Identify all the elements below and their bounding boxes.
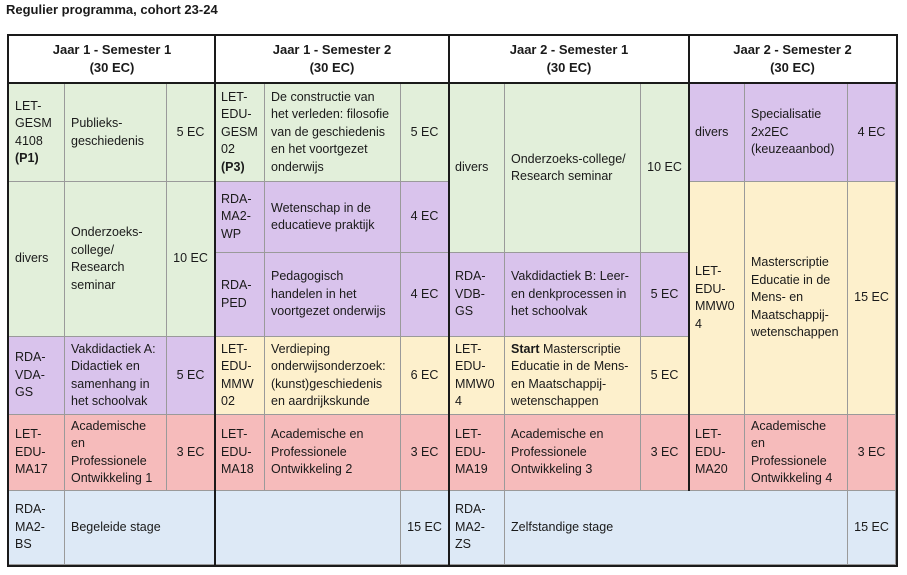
course-ec: 5 EC	[641, 253, 689, 337]
course-code: RDA-MA2-WP	[215, 182, 265, 253]
course-ec: 4 EC	[401, 182, 449, 253]
course-ec: 5 EC	[167, 337, 215, 415]
header-y2s1	[449, 36, 689, 84]
course-code: LET-EDU-MMW0 4	[689, 182, 745, 415]
course-name: Academische en Professionele Ontwikkeling 3	[505, 415, 641, 491]
course-ec: 4 EC	[401, 253, 449, 337]
course-code: LET-EDU-MA20	[689, 415, 745, 491]
header-y1s1	[9, 36, 215, 84]
course-name: Academische en Professionele Ontwikkeling 2	[265, 415, 401, 491]
course-code: LET-EDU-MMW0 4	[449, 337, 505, 415]
course-name: Start Masterscriptie Educatie in de Mens- en Maatschappij-wetenschappen	[505, 337, 641, 415]
column-divider	[688, 36, 690, 491]
course-ec: 5 EC	[167, 84, 215, 182]
course-code: RDA-VDB-GS	[449, 253, 505, 337]
course-code: LET-GESM 4108 (P1)	[9, 84, 65, 182]
program-table	[7, 34, 898, 567]
course-ec: 4 EC	[848, 84, 896, 182]
course-name: Masterscriptie Educatie in de Mens- en Maatschappij-wetenschappen	[745, 182, 848, 415]
course-name: Wetenschap in de educatieve praktijk	[265, 182, 401, 253]
course-name: De constructie van het verleden: filosofie van de geschiedenis en het voortgezet onderwijs	[265, 84, 401, 182]
course-ec: 3 EC	[401, 415, 449, 491]
course-code: divers	[449, 84, 505, 253]
course-code: divers	[9, 182, 65, 337]
course-name: Specialisatie 2x2EC (keuzeaanbod)	[745, 84, 848, 182]
course-ec: 6 EC	[401, 337, 449, 415]
header-ec: (30 EC)	[89, 60, 135, 75]
header-y1s2	[215, 36, 449, 84]
course-ec: 5 EC	[641, 337, 689, 415]
start-label: Start	[511, 341, 540, 356]
header-ec: (30 EC)	[546, 60, 592, 75]
course-name: Pedagogisch handelen in het voortgezet onderwijs	[265, 253, 401, 337]
header-y2s2	[689, 36, 896, 84]
header-ec: (30 EC)	[770, 60, 815, 75]
column-divider	[214, 36, 216, 565]
course-code: LET-EDU-MA19	[449, 415, 505, 491]
course-name: Publieks-geschiedenis	[65, 84, 167, 182]
course-code: LET-EDU-GESM 02 (P3)	[215, 84, 265, 182]
course-code: LET-EDU-MMW 02	[215, 337, 265, 415]
internship-ec: 15 EC	[401, 491, 449, 565]
course-name: Onderzoeks-college/ Research seminar	[505, 84, 641, 253]
course-name: Academische en Professionele Ontwikkeling 4	[745, 415, 848, 491]
course-code: LET-EDU-MA17	[9, 415, 65, 491]
course-name: Verdieping onderwijsonderzoek: (kunst)geschiedenis en aardrijkskunde	[265, 337, 401, 415]
internship-ec: 15 EC	[848, 491, 896, 565]
header-ec: (30 EC)	[309, 60, 355, 75]
internship-code: RDA-MA2-ZS	[449, 491, 505, 565]
course-code: divers	[689, 84, 745, 182]
course-name: Vakdidactiek A: Didactiek en samenhang in het schoolvak	[65, 337, 167, 415]
internship-name: Begeleide stage	[65, 491, 401, 565]
course-ec: 3 EC	[641, 415, 689, 491]
course-ec: 15 EC	[848, 182, 896, 415]
course-ec: 10 EC	[641, 84, 689, 253]
header-name: Jaar 1 - Semester 2	[272, 42, 392, 57]
header-name: Jaar 1 - Semester 1	[52, 42, 172, 57]
page-title: Regulier programma, cohort 23-24	[6, 2, 218, 17]
column-divider	[448, 36, 450, 565]
course-ec: 10 EC	[167, 182, 215, 337]
internship-name: Zelfstandige stage	[505, 491, 848, 565]
internship-code: RDA-MA2-BS	[9, 491, 65, 565]
course-name: Vakdidactiek B: Leer- en denkprocessen in het schoolvak	[505, 253, 641, 337]
course-code: RDA-VDA-GS	[9, 337, 65, 415]
course-ec: 3 EC	[167, 415, 215, 491]
course-code: LET-EDU-MA18	[215, 415, 265, 491]
header-name: Jaar 2 - Semester 1	[509, 42, 629, 57]
period-label: (P1)	[15, 151, 39, 165]
course-name: Academische en Professionele Ontwikkeling 1	[65, 415, 167, 491]
course-ec: 3 EC	[848, 415, 896, 491]
course-name: Onderzoeks-college/ Research seminar	[65, 182, 167, 337]
period-label: (P3)	[221, 159, 245, 174]
header-name: Jaar 2 - Semester 2	[733, 42, 852, 57]
course-ec: 5 EC	[401, 84, 449, 182]
course-code: RDA-PED	[215, 253, 265, 337]
